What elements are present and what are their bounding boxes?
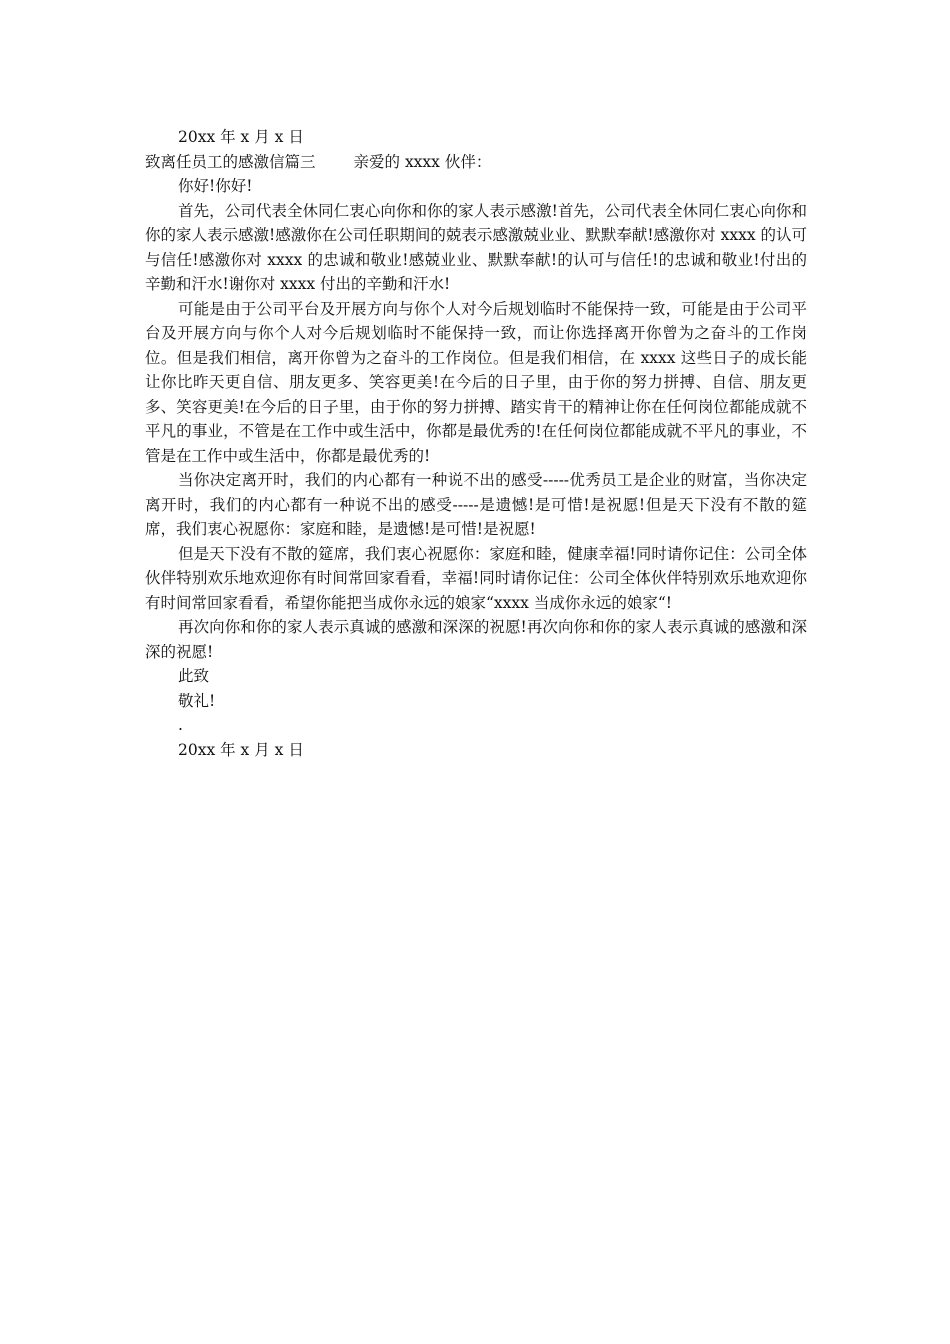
greeting: 你好!你好! [178,177,253,195]
paragraph-5: 再次向你和你的家人表示真诚的感激和深深的祝愿!再次向你和你的家人表示真诚的感激和深深的祝愿! [145,618,807,661]
title-spacer [316,150,354,175]
paragraph-1: 首先，公司代表全休同仁衷心向你和你的家人表示感激!首先，公司代表全休同仁衷心向你和你的家人表示感激!感激你在公司任职期间的兢表示感激兢业业、默默奉献!感激你对 xxxx 的认可与信任!感激你对 xxxx 的忠诚和敬业!感兢业业、默默奉献!的认可与信任!的忠诚和敬业!付出的辛勤和汗水!谢你对 xxxx 付出的辛勤和汗水! [145,201,807,293]
paragraph-3: 当你决定离开时，我们的内心都有一种说不出的感受-----优秀员工是企业的财富，当你决定离开时，我们的内心都有一种说不出的感受-----是遗憾!是可惜!是祝愿!但是天下没有不散的筵席，我们衷心祝愿你：家庭和睦，是遗憾!是可惜!是祝愿! [145,471,807,538]
letter-title: 致离任员工的感激信篇三 [145,152,316,171]
paragraph-4: 但是天下没有不散的筵席，我们衷心祝愿你：家庭和睦，健康幸福!同时请你记住：公司全体伙伴特别欢乐地欢迎你有时间常回家看看，幸福!同时请你记住：公司全体伙伴特别欢乐地欢迎你有时间常回家看看，希望你能把当成你永远的娘家“xxxx 当成你永远的娘家“! [145,544,807,612]
salutation: 亲爱的 xxxx 伙伴： [353,152,492,171]
date-top: 20xx 年 x 月 x 日 [178,128,304,146]
closing-jing-li: 敬礼! [178,691,216,710]
closing-ci-zhi: 此致 [178,667,210,685]
title-row [145,150,807,175]
date-bottom: 20xx 年 x 月 x 日 [178,740,304,759]
separator-dot: . [178,716,183,734]
paragraph-2: 可能是由于公司平台及开展方向与你个人对今后规划临时不能保持一致，可能是由于公司平台及开展方向与你个人对今后规划临时不能保持一致，而让你选择离开你曾为之奋斗的工作岗位。但是我们相信，离开你曾为之奋斗的工作岗位。但是我们相信，在 xxxx 这些日子的成长能让你比昨天更自信、朋友更多、笑容更美!在今后的日子里，由于你的努力拼搏、自信、朋友更多、笑容更美!在今后的日子里，由于你的努力拼搏、踏实肯干的精神让你在任何岗位都能成就不平凡的事业，不管是在工作中或生活中，你都是最优秀的!在任何岗位都能成就不平凡的事业，不管是在工作中或生活中，你都是最优秀的! [145,299,807,465]
letter-document [145,125,807,762]
